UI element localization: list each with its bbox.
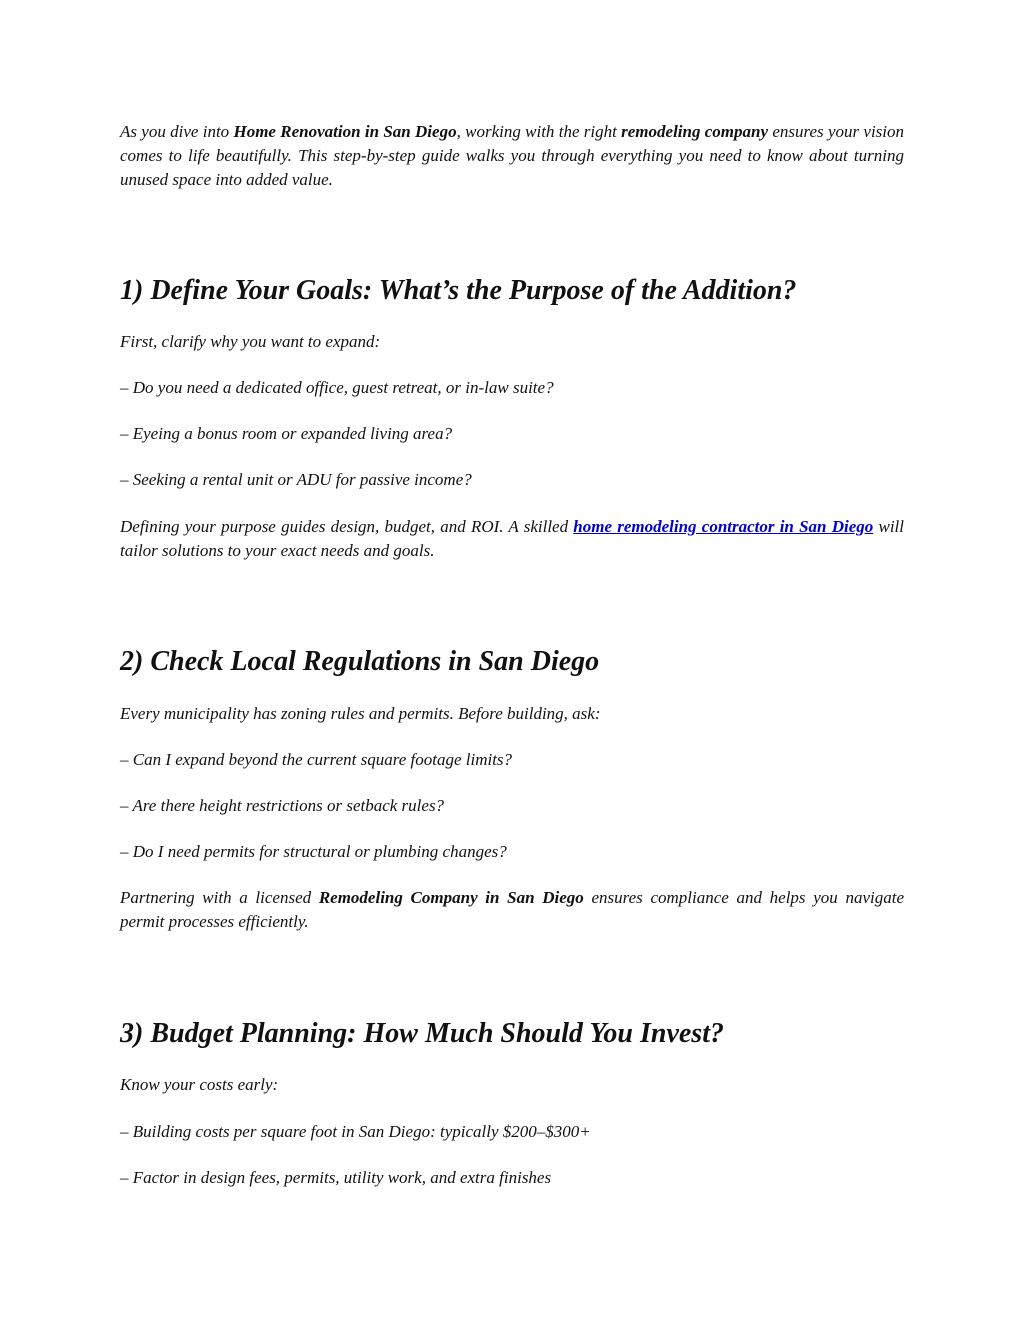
section2-closing-pre: Partnering with a licensed bbox=[120, 888, 319, 907]
intro-text-mid: , working with the right bbox=[456, 122, 622, 141]
section2-list-item: – Can I expand beyond the current square footage limits? bbox=[120, 750, 513, 769]
intro-text-post: ensures your vision comes to life beautifully. This step-by-step guide walks you through everything you need to know about turning unused space into added value. bbox=[120, 122, 905, 189]
section3-list-item: – Factor in design fees, permits, utility work, and extra finishes bbox=[120, 1168, 552, 1187]
section1-lead: First, clarify why you want to expand: bbox=[120, 332, 381, 351]
section2-closing-paragraph bbox=[120, 886, 904, 934]
intro-text-pre: As you dive into bbox=[120, 122, 234, 141]
intro-bold-remodeling-company: remodeling company bbox=[621, 122, 769, 141]
section3-heading: 3) Budget Planning: How Much Should You Invest? bbox=[120, 1018, 724, 1049]
section2-list-item: – Are there height restrictions or setback rules? bbox=[120, 796, 445, 815]
section3-list-item: – Building costs per square foot in San Diego: typically $200–$300+ bbox=[120, 1122, 591, 1141]
section2-lead: Every municipality has zoning rules and permits. Before building, ask: bbox=[120, 704, 601, 723]
section1-list-item: – Do you need a dedicated office, guest retreat, or in-law suite? bbox=[120, 378, 554, 397]
section1-closing-pre: Defining your purpose guides design, budget, and ROI. A skilled bbox=[120, 517, 574, 536]
section1-list-item: – Seeking a rental unit or ADU for passive income? bbox=[120, 470, 472, 489]
section2-bold-remodeling-company: Remodeling Company in San Diego bbox=[318, 888, 584, 907]
intro-bold-home-renovation: Home Renovation in San Diego bbox=[233, 122, 457, 141]
section2-heading: 2) Check Local Regulations in San Diego bbox=[120, 646, 600, 677]
section1-closing-paragraph bbox=[120, 515, 904, 563]
home-remodeling-contractor-link[interactable]: home remodeling contractor in San Diego bbox=[573, 517, 874, 536]
section1-closing-post: will tailor solutions to your exact needs and goals. bbox=[120, 517, 904, 560]
document-page bbox=[120, 0, 904, 1325]
section2-list-item: – Do I need permits for structural or plumbing changes? bbox=[120, 842, 507, 861]
section1-heading: 1) Define Your Goals: What’s the Purpose of the Addition? bbox=[120, 275, 797, 306]
section2-closing-post: ensures compliance and helps you navigate permit processes efficiently. bbox=[120, 888, 904, 931]
section1-list-item: – Eyeing a bonus room or expanded living area? bbox=[120, 424, 453, 443]
section3-lead: Know your costs early: bbox=[120, 1075, 279, 1094]
intro-paragraph bbox=[120, 120, 904, 192]
